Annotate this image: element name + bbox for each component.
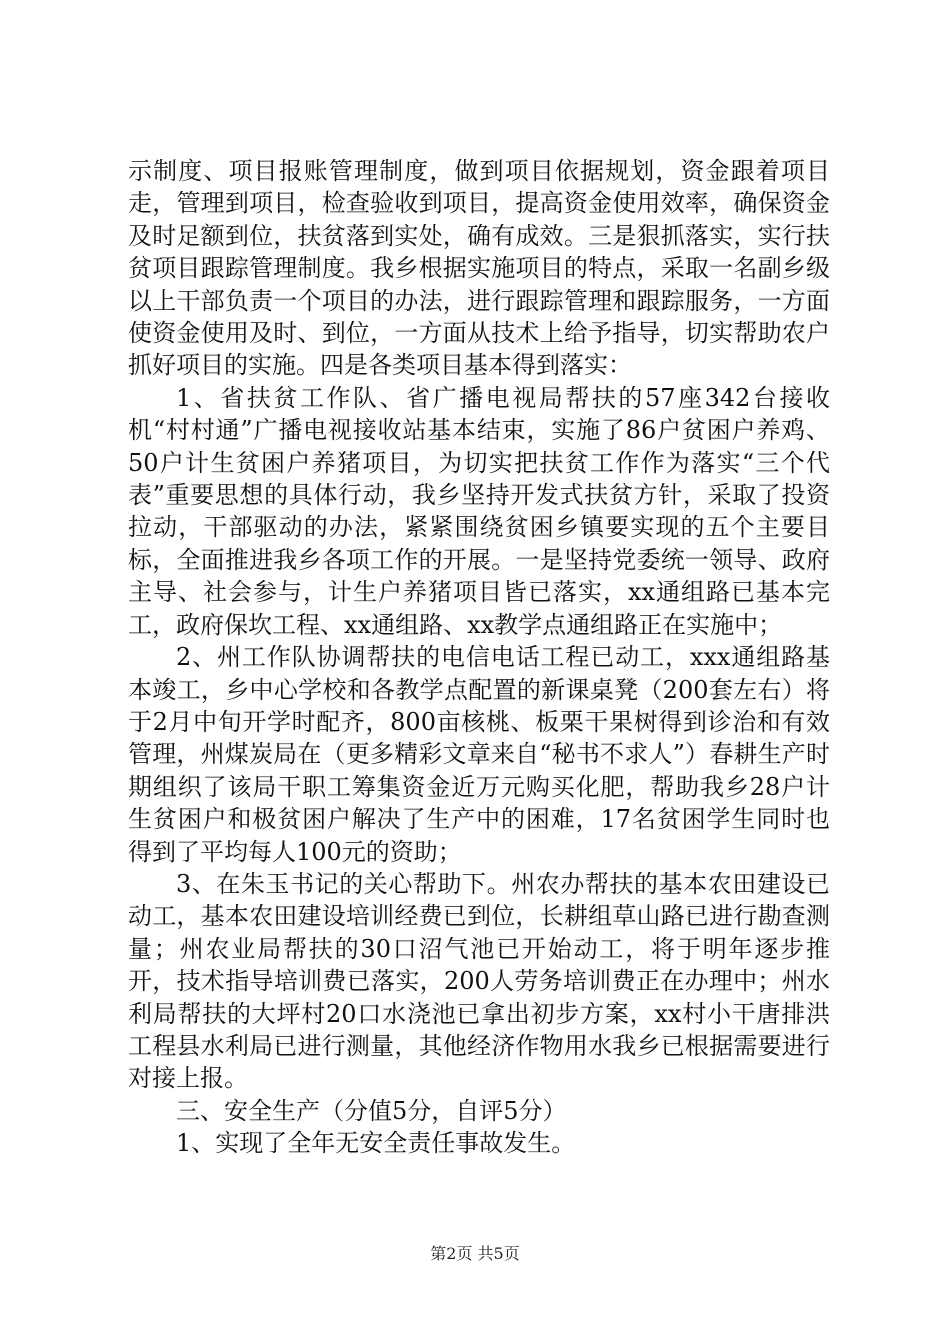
paragraph-safety-item-1: 1、实现了全年无安全责任事故发生。 xyxy=(176,1129,576,1158)
paragraph-item-2: 2、州工作队协调帮扶的电信电话工程已动工，xxx通组路基本竣工，乡中心学校和各教学点配置的新课桌凳（200套左右）将于2月中旬开学时配齐，800亩核桃、板栗干果树得到诊治和有效管理，州煤炭局在（更多精彩文章来自“秘书不求人”）春耕生产时期组织了该局干职工筹集资金近万元购买化肥，帮助我乡28户计生贫困户和极贫困户解决了生产中的困难，17名贫困学生同时也得到了平均每人100元的资助； xyxy=(128,643,830,866)
section-heading-safety: 三、安全生产（分值5分，自评5分） xyxy=(176,1096,567,1125)
document-body xyxy=(128,155,830,1160)
paragraph-item-1: 1、省扶贫工作队、省广播电视局帮扶的57座342台接收机“村村通”广播电视接收站基本结束，实施了86户贫困户养鸡、50户计生贫困户养猪项目，为切实把扶贫工作作为落实“三个代表”重要思想的具体行动，我乡坚持开发式扶贫方针，采取了投资拉动，干部驱动的办法，紧紧围绕贫困乡镇要实现的五个主要目标，全面推进我乡各项工作的开展。一是坚持党委统一领导、政府主导、社会参与，计生户养猪项目皆已落实，xx通组路已基本完工，政府保坎工程、xx通组路、xx教学点通组路正在实施中； xyxy=(128,383,830,639)
page-footer: 第2页 共5页 xyxy=(430,1244,520,1263)
paragraph-item-3: 3、在朱玉书记的关心帮助下。州农办帮扶的基本农田建设已动工，基本农田建设培训经费已到位，长耕组草山路已进行勘查测量；州农业局帮扶的30口沼气池已开始动工，将于明年逐步推开，技术指导培训费已落实，200人劳务培训费正在办理中；州水利局帮扶的大坪村20口水浇池已拿出初步方案，xx村小干唐排洪工程县水利局已进行测量，其他经济作物用水我乡已根据需要进行对接上报。 xyxy=(128,869,830,1093)
paragraph-continuation: 示制度、项目报账管理制度，做到项目依据规划，资金跟着项目走，管理到项目，检查验收到项目，提高资金使用效率，确保资金及时足额到位，扶贫落到实处，确有成效。三是狠抓落实，实行扶贫项目跟踪管理制度。我乡根据实施项目的特点，采取一名副乡级以上干部负责一个项目的办法，进行跟踪管理和跟踪服务，一方面使资金使用及时、到位，一方面从技术上给予指导，切实帮助农户抓好项目的实施。四是各类项目基本得到落实： xyxy=(128,157,830,380)
